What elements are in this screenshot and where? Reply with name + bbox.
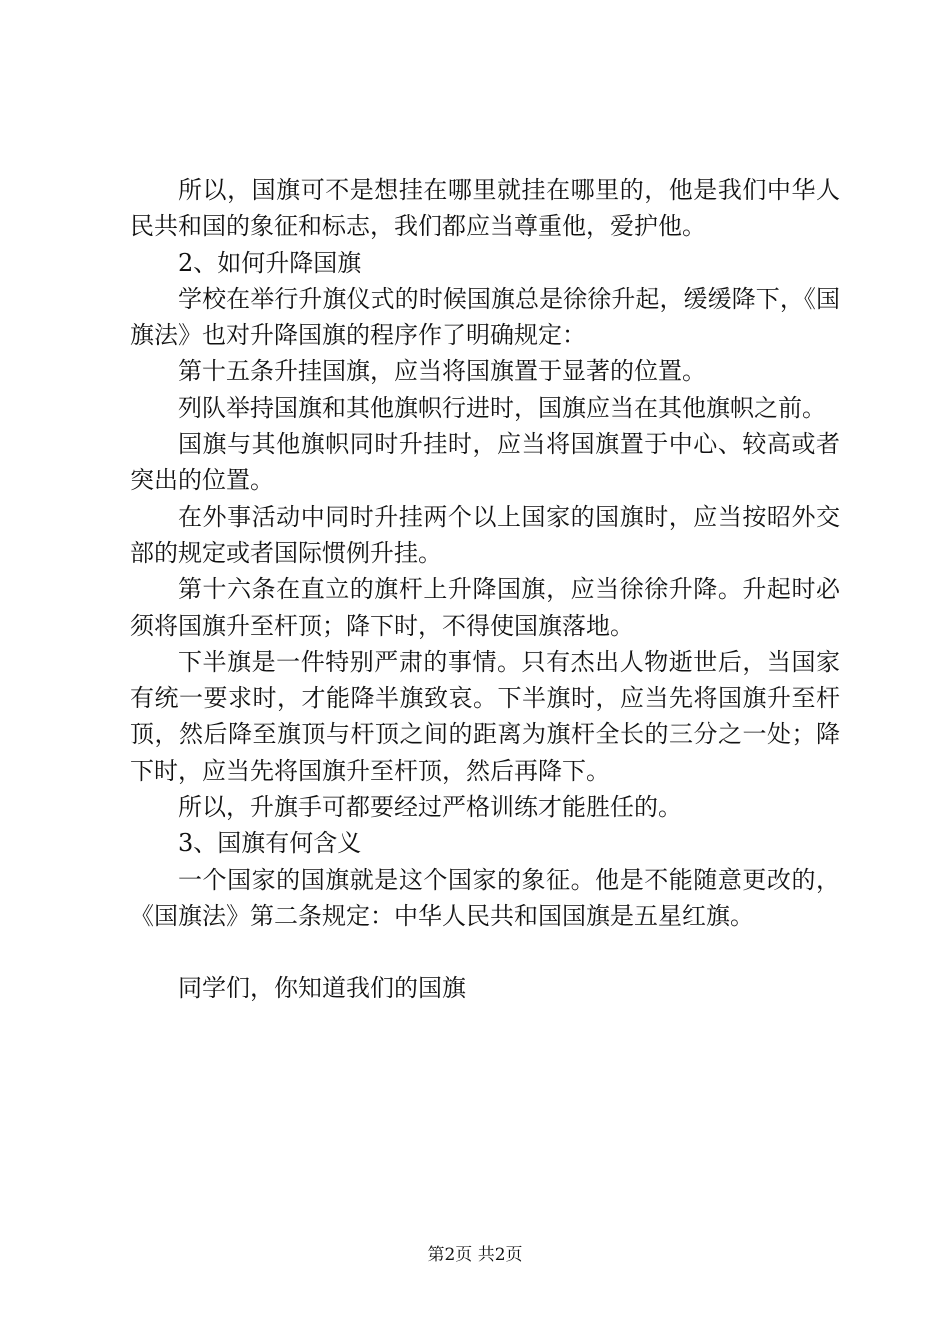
paragraph-flag-position: 国旗与其他旗帜同时升挂时，应当将国旗置于中心、较高或者突出的位置。: [130, 430, 840, 495]
heading-flag-meaning: 3、国旗有何含义: [178, 829, 362, 858]
paragraph-students-question: 同学们，你知道我们的国旗: [178, 974, 466, 1003]
paragraph-flag-bearer: 所以，升旗手可都要经过严格训练才能胜任的。: [178, 793, 682, 822]
document-body: [130, 172, 840, 1007]
heading-how-to-raise-lower-flag: 2、如何升降国旗: [178, 248, 362, 277]
paragraph-procession: 列队举持国旗和其他旗帜行进时，国旗应当在其他旗帜之前。: [178, 393, 826, 422]
paragraph-foreign-affairs: 在外事活动中同时升挂两个以上国家的国旗时，应当按昭外交部的规定或者国际惯例升挂。: [130, 502, 840, 567]
paragraph-article-16: 第十六条在直立的旗杆上升降国旗，应当徐徐升降。升起时必须将国旗升至杆顶；降下时，不得使国旗落地。: [130, 575, 840, 640]
paragraph-article-15: 第十五条升挂国旗，应当将国旗置于显著的位置。: [178, 357, 706, 386]
page-number-footer: 第2页 共2页: [427, 1245, 523, 1265]
paragraph-flag-ceremony: 学校在举行升旗仪式的时候国旗总是徐徐升起，缓缓降下，《国旗法》也对升降国旗的程序作了明确规定：: [130, 284, 840, 350]
paragraph-flag-symbol: 所以，国旗可不是想挂在哪里就挂在哪里的，他是我们中华人民共和国的象征和标志，我们都应当尊重他，爱护他。: [130, 176, 840, 241]
paragraph-five-star-red-flag: 一个国家的国旗就是这个国家的象征。他是不能随意更改的，《国旗法》第二条规定：中华人民共和国国旗是五星红旗。: [130, 865, 840, 930]
paragraph-half-mast: 下半旗是一件特别严肃的事情。只有杰出人物逝世后，当国家有统一要求时，才能降半旗致哀。下半旗时，应当先将国旗升至杆顶，然后降至旗顶与杆顶之间的距离为旗杆全长的三分之一处；降下时，应当先将国旗升至杆顶，然后再降下。: [130, 647, 840, 785]
